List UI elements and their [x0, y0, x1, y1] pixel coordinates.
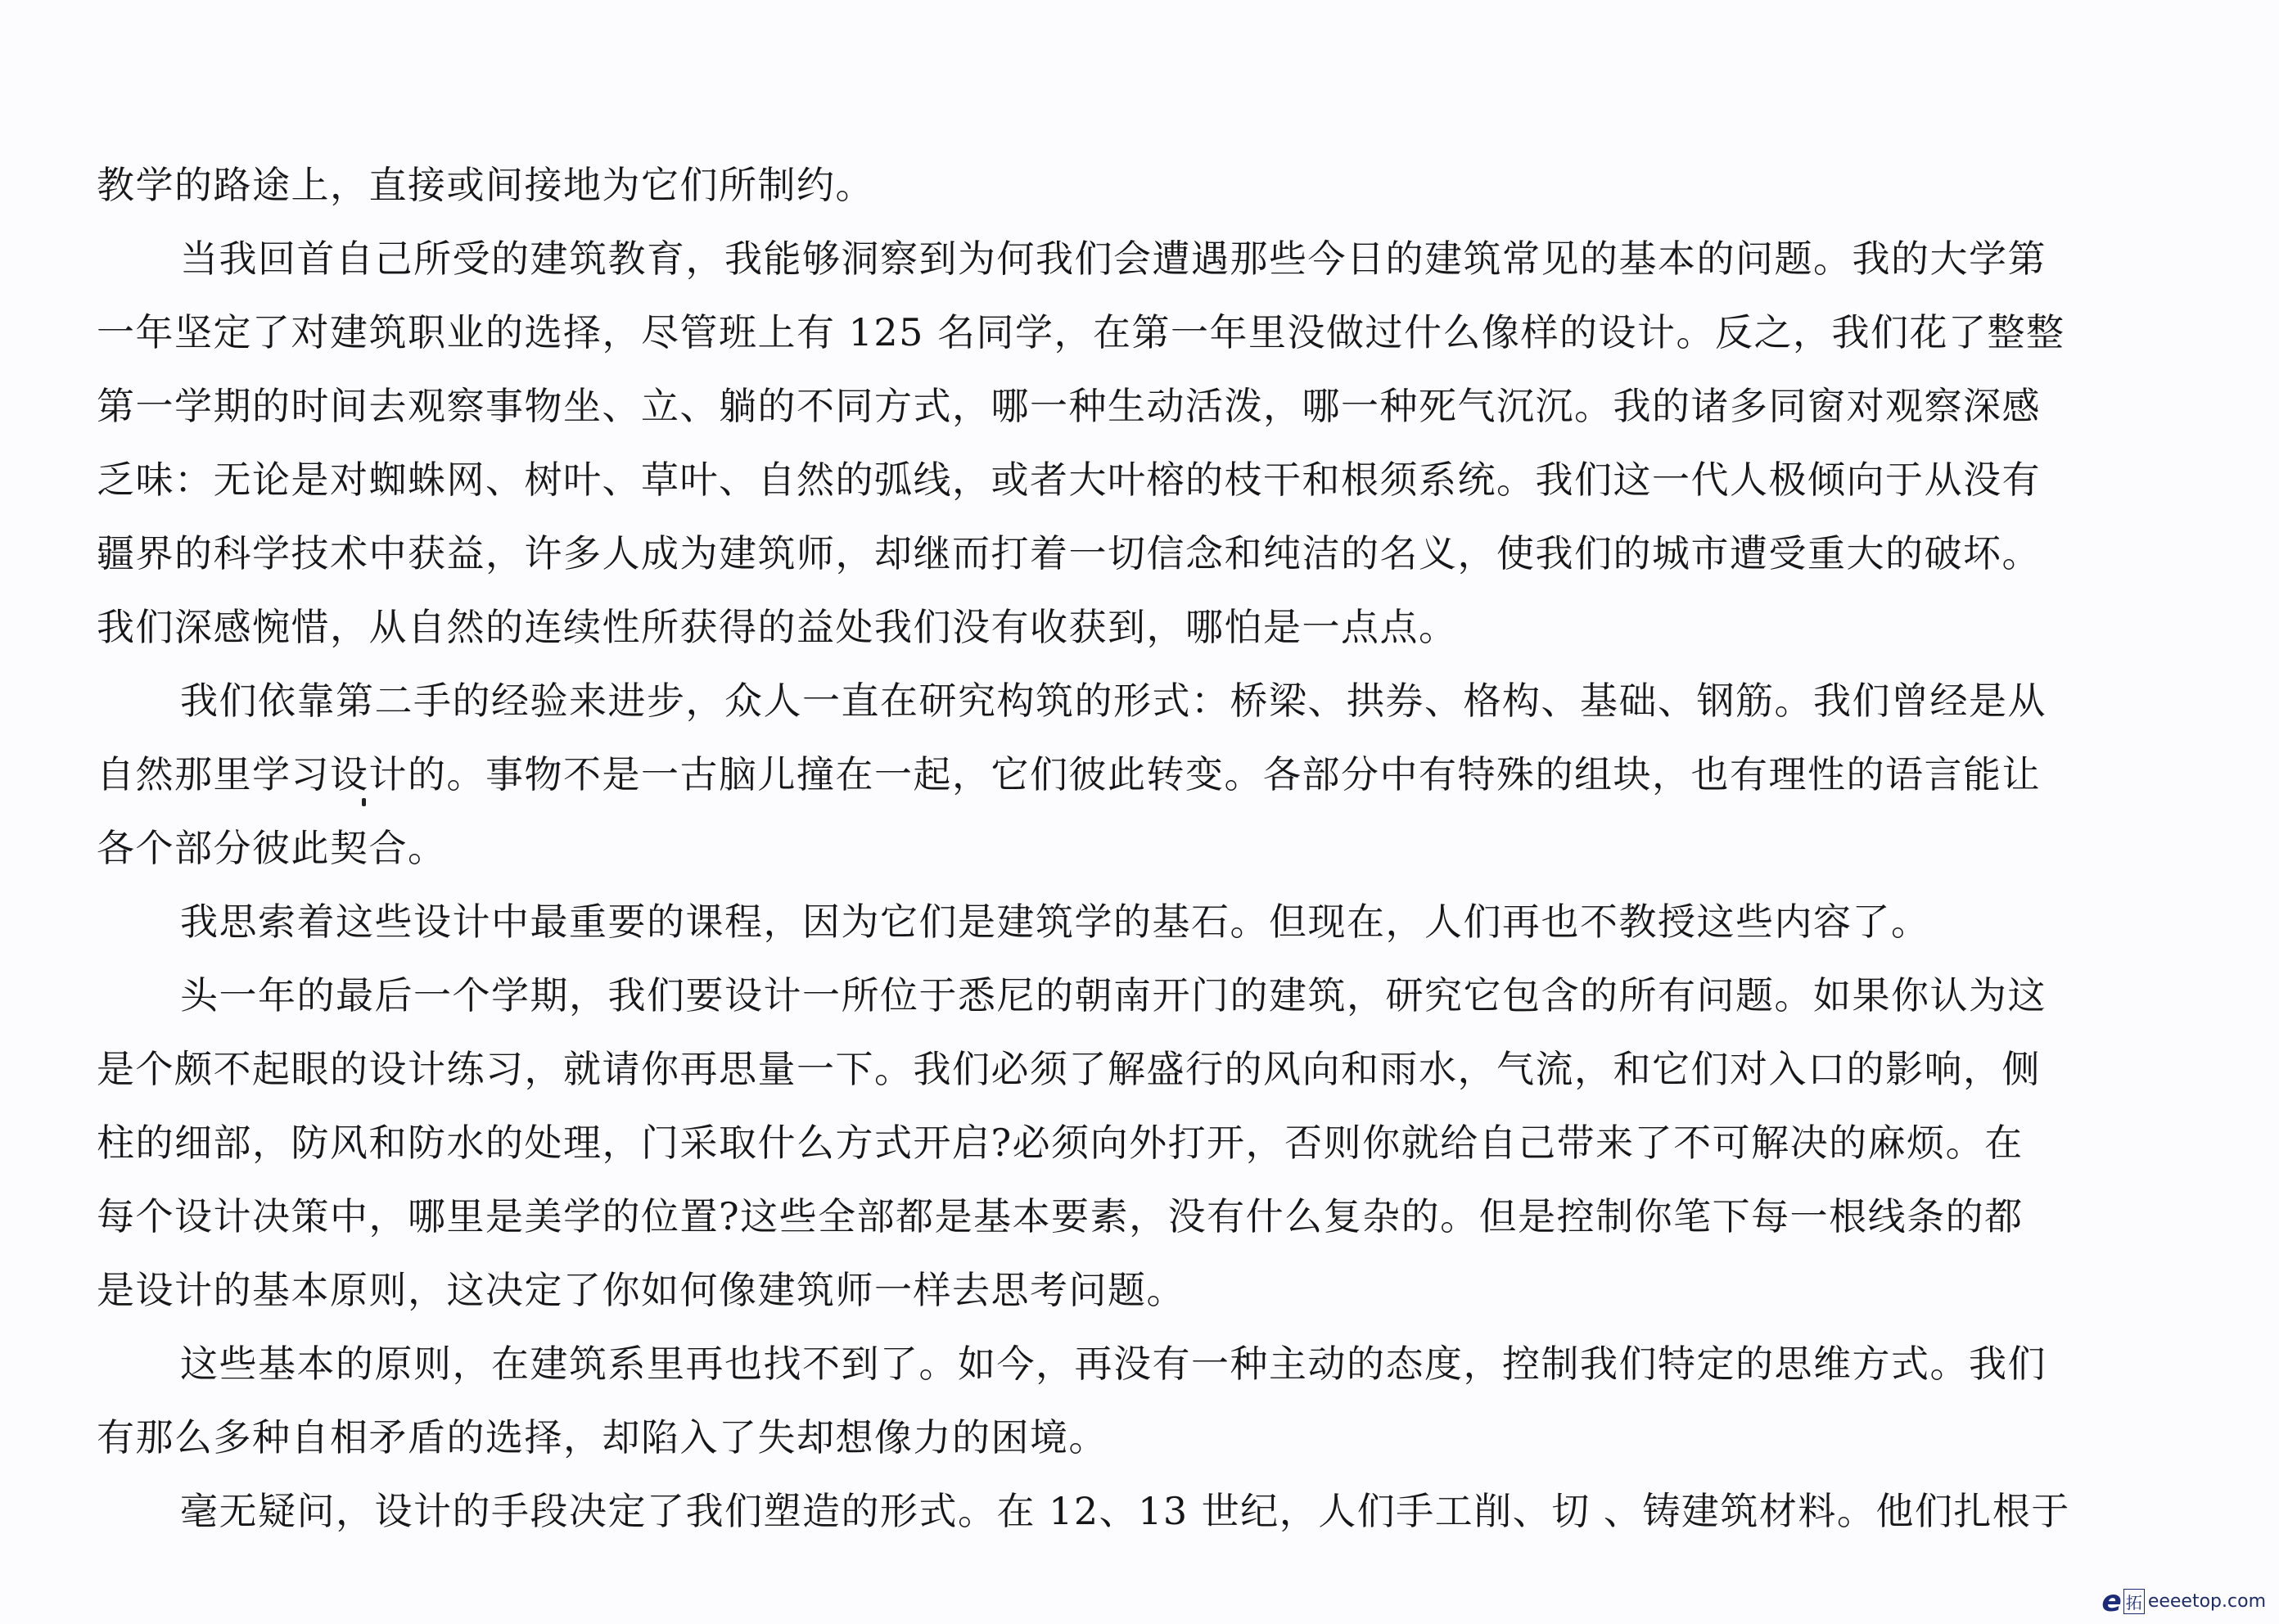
text-line-7: 我们深感惋惜，从自然的连续性所获得的益处我们没有收获到，哪怕是一点点。 [97, 605, 1458, 649]
site-watermark [2101, 1585, 2266, 1617]
text-line-11: 我思索着这些设计中最重要的课程，因为它们是建筑学的基石。但现在，人们再也不教授这些内容了。 [180, 900, 1930, 944]
text-line-15: 每个设计决策中，哪里是美学的位置?这些全部都是基本要素，没有什么复杂的。但是控制你笔下每一根线条的都 [97, 1194, 2024, 1238]
text-line-8: 我们依靠第二手的经验来进步，众人一直在研究构筑的形式：桥梁、拱券、格构、基础、钢筋。我们曾经是从 [180, 679, 2047, 723]
watermark-site: eeeetop.com [2147, 1590, 2266, 1612]
text-line-3: 一年坚定了对建筑职业的选择，尽管班上有 125 名同学，在第一年里没做过什么像样的设计。反之，我们花了整整 [97, 310, 2065, 354]
text-line-17: 这些基本的原则，在建筑系里再也找不到了。如今，再没有一种主动的态度，控制我们特定的思维方式。我们 [180, 1342, 2047, 1386]
text-line-10: 各个部分彼此契合。 [97, 826, 447, 870]
text-line-9: 自然那里学习设计的。事物不是一古脑儿撞在一起，它们彼此转变。各部分中有特殊的组块，也有理性的语言能让 [97, 752, 2041, 796]
text-line-2: 当我回首自己所受的建筑教育，我能够洞察到为何我们会遭遇那些今日的建筑常见的基本的问题。我的大学第 [180, 237, 2047, 281]
text-line-12: 头一年的最后一个学期，我们要设计一所位于悉尼的朝南开门的建筑，研究它包含的所有问题。如果你认为这 [180, 973, 2047, 1017]
text-line-6: 疆界的科学技术中获益，许多人成为建筑师，却继而打着一切信念和纯洁的名义，使我们的城市遭受重大的破坏。 [97, 531, 2041, 575]
text-line-5: 乏味：无论是对蜘蛛网、树叶、草叶、自然的弧线，或者大叶榕的枝干和根须系统。我们这一代人极倾向于从没有 [97, 458, 2041, 502]
text-line-19: 毫无疑问，设计的手段决定了我们塑造的形式。在 12、13 世纪，人们手工削、切 、铸建筑材料。他们扎根于 [180, 1489, 2070, 1533]
text-line-4: 第一学期的时间去观察事物坐、立、躺的不同方式，哪一种生动活泼，哪一种死气沉沉。我的诸多同窗对观察深感 [97, 384, 2041, 428]
text-line-18: 有那么多种自相矛盾的选择，却陷入了失却想像力的困境。 [97, 1415, 1108, 1459]
watermark-logo-text: 拓 [2123, 1589, 2145, 1614]
watermark-logo-icon: e [2101, 1584, 2122, 1618]
text-line-14: 柱的细部，防风和防水的处理，门采取什么方式开启?必须向外打开，否则你就给自己带来了不可解决的麻烦。在 [97, 1121, 2024, 1165]
text-line-16: 是设计的基本原则，这决定了你如何像建筑师一样去思考问题。 [97, 1268, 1185, 1312]
text-line-13: 是个颇不起眼的设计练习，就请你再思量一下。我们必须了解盛行的风向和雨水，气流，和它们对入口的影响，侧 [97, 1047, 2041, 1091]
pen-mark [362, 798, 366, 806]
text-line-1: 教学的路途上，直接或间接地为它们所制约。 [97, 163, 874, 207]
